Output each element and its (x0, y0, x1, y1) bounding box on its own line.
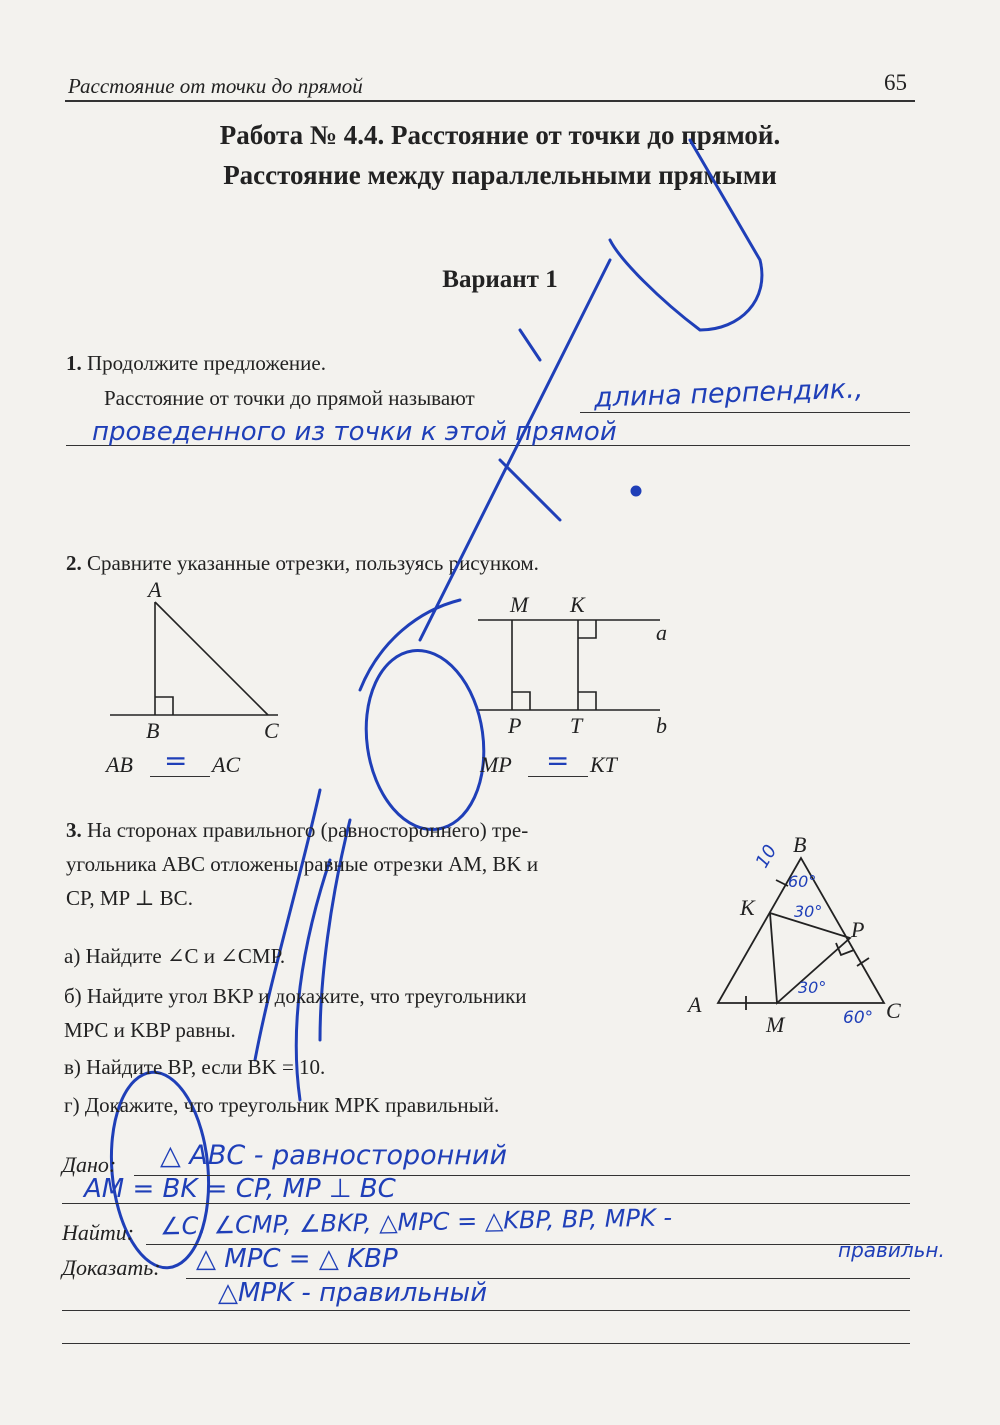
task3-part-c: в) Найдите BP, если BK = 10. (64, 1055, 326, 1079)
task1-lead: Расстояние от точки до прямой называют (104, 386, 475, 410)
task3-part-b1: б) Найдите угол BKP и докажите, что треугольники (64, 984, 527, 1008)
running-title: Расстояние от точки до прямой (68, 74, 363, 98)
fig2-label-t: T (570, 713, 583, 738)
page-number: 65 (884, 70, 907, 95)
fig2-label-k: K (570, 592, 585, 617)
fig1-label-c: C (264, 718, 279, 743)
fig3-label-b: B (793, 832, 807, 857)
task2-number: 2. (66, 551, 82, 575)
given-handwritten2: AM = BK = CP, MP ⊥ BC (84, 1174, 396, 1204)
fig3-label-c: C (886, 998, 901, 1023)
fig2-right-angle-t (578, 692, 596, 710)
fig2-right-angle-k (578, 620, 596, 638)
fig3-note-30-bottom: 30° (798, 978, 827, 997)
task3-line1-text: На сторонах правильного (равностороннего) тре- (87, 818, 529, 842)
prove-line2 (62, 1310, 910, 1311)
task1-handwritten-answer1: длина перпендик., (593, 373, 864, 414)
task3-number: 3. (66, 818, 82, 842)
find-label: Найти: (62, 1220, 135, 1245)
compare1-left: AB (106, 752, 133, 777)
task1-prompt-text: Продолжите предложение. (87, 351, 326, 375)
pen-dot (632, 487, 640, 495)
compare2-left: MP (480, 752, 512, 777)
find-handwritten1: ∠C, ∠CMP, ∠BKP, △MPC = △KBP, BP, MPK - (159, 1203, 673, 1241)
task3-part-b2: MPC и KBP равны. (64, 1018, 236, 1042)
variant-heading: Вариант 1 (442, 266, 558, 293)
fig1-segment-ac (155, 602, 268, 715)
task2-figure2 (478, 620, 660, 710)
task2-figure1 (110, 602, 278, 715)
compare1-sign: = (164, 744, 188, 777)
prove-line3 (62, 1343, 910, 1344)
fig2-label-m: M (510, 592, 529, 617)
fig2-label-p: P (508, 713, 522, 738)
fig1-label-b: B (146, 718, 160, 743)
fig3-note-30-top: 30° (794, 902, 823, 921)
fig3-label-k: K (740, 895, 755, 920)
fig1-label-a: A (148, 577, 162, 602)
compare1-right: AC (212, 752, 241, 777)
fig3-note-60-top: 60° (788, 872, 817, 891)
prove-handwritten1: △ MPC = △ KBP (196, 1244, 398, 1274)
fig3-label-a: A (688, 992, 702, 1017)
fig1-right-angle-mark (155, 697, 173, 715)
pen-stroke-1 (610, 140, 762, 330)
find-handwritten2: правильн. (838, 1238, 945, 1262)
given-label: Дано: (62, 1152, 117, 1177)
pen-stroke-circle (355, 643, 495, 837)
task3-line2: угольника ABC отложены равные отрезки AM, BK и (66, 852, 539, 876)
fig3-label-m: M (766, 1012, 785, 1037)
fig3-note-60-bottom: 60° (843, 1008, 874, 1028)
fig3-note-10: 10 (751, 841, 782, 872)
task1-handwritten-answer2: проведенного из точки к этой прямой (92, 417, 617, 447)
task3-part-a: а) Найдите ∠C и ∠CMP. (64, 944, 286, 968)
compare2-sign: = (546, 744, 570, 777)
compare2-right: KT (590, 752, 617, 777)
fig3-label-p: P (851, 917, 865, 942)
pen-stroke-5 (360, 600, 460, 690)
fig2-label-b: b (656, 713, 667, 738)
work-title-line1: Работа № 4.4. Расстояние от точки до прямой. (219, 120, 781, 150)
pen-stroke-3 (500, 460, 560, 520)
given-handwritten1: △ ABC - равносторонний (160, 1140, 508, 1171)
pen-stroke-2 (420, 260, 610, 640)
task3-part-d: г) Докажите, что треугольник MPK правильный. (64, 1093, 500, 1117)
pen-stroke-4 (520, 330, 540, 360)
fig2-label-a: a (656, 620, 667, 645)
task2-prompt-text: Сравните указанные отрезки, пользуясь рисунком. (87, 551, 539, 575)
work-title-line2: Расстояние между параллельными прямыми (223, 160, 777, 190)
task3-line1 (66, 818, 528, 843)
task3-line3: CP, MP ⊥ BC. (66, 886, 193, 910)
prove-handwritten2: △MPK - правильный (218, 1278, 488, 1308)
fig2-right-angle-p (512, 692, 530, 710)
task1-number: 1. (66, 351, 82, 375)
prove-label: Доказать: (62, 1255, 161, 1280)
